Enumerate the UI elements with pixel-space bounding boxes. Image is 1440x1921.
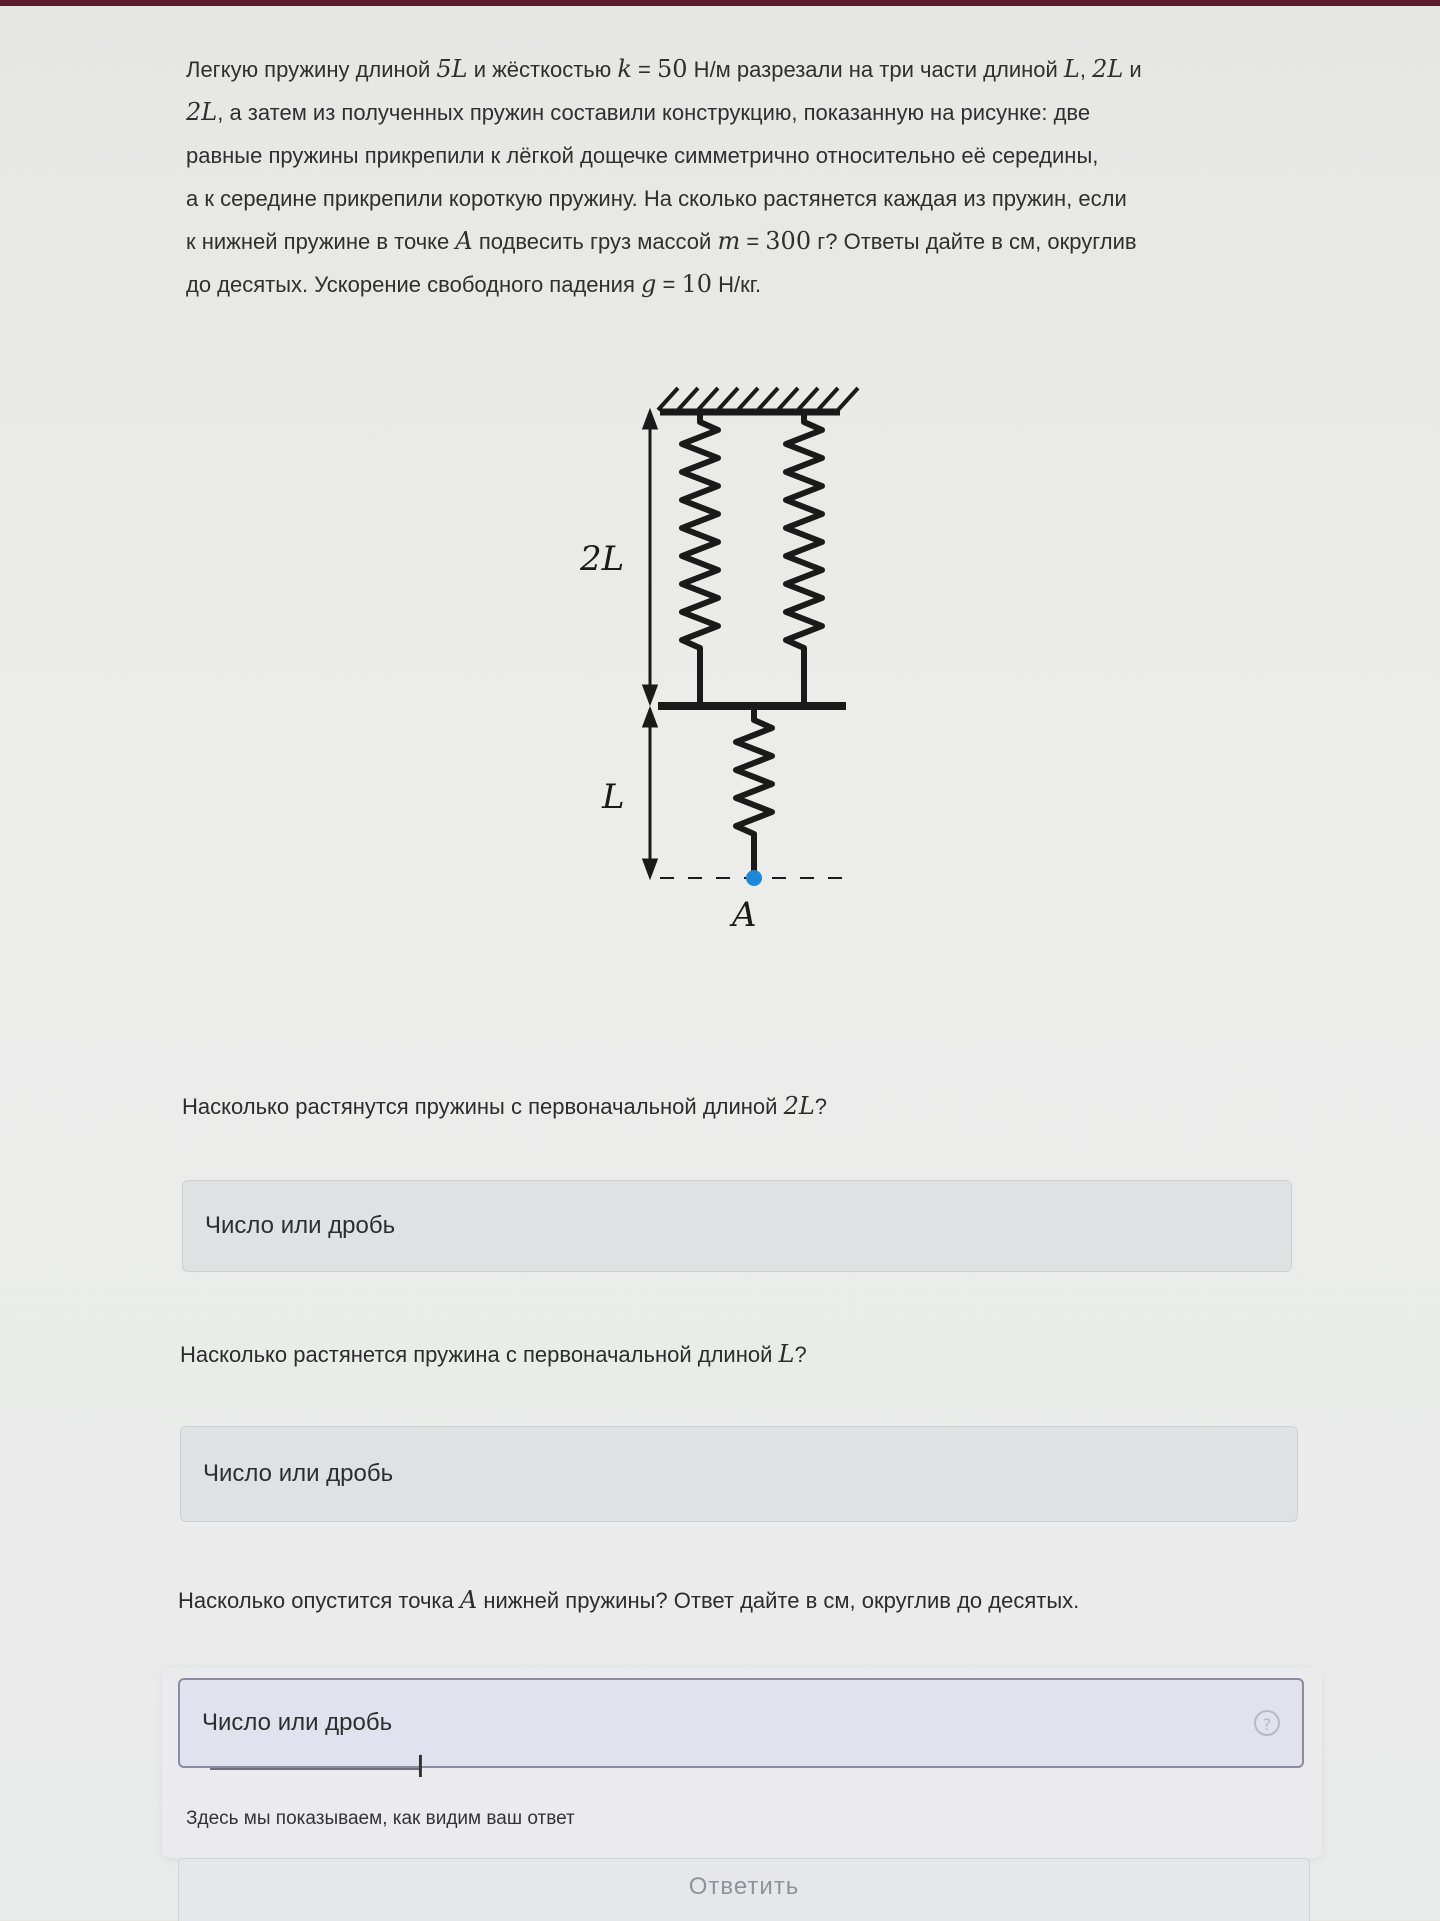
problem-math: 2L xyxy=(186,98,218,126)
problem-text: = xyxy=(631,57,658,82)
problem-text: , а затем из полученных пружин составили конструкцию, показанную на рисунке: две xyxy=(217,100,1091,125)
problem-text: до десятых. Ускорение свободного падения xyxy=(186,272,641,297)
question-2 xyxy=(180,1340,807,1368)
problem-statement xyxy=(186,48,1266,306)
problem-line xyxy=(186,134,1266,177)
question-1-text: Насколько растянутся пружины с первоначальной длиной xyxy=(182,1094,784,1119)
submit-button[interactable] xyxy=(178,1858,1310,1921)
submit-button-label: Ответить xyxy=(688,1873,800,1900)
question-1-end: ? xyxy=(814,1094,828,1119)
problem-number: 10 xyxy=(681,270,712,298)
problem-math: k xyxy=(617,55,632,83)
problem-math: 2L xyxy=(1092,55,1124,83)
text-cursor-icon: I xyxy=(416,1750,425,1785)
spring-left xyxy=(682,412,718,706)
problem-line xyxy=(186,91,1266,134)
label-2L: 2L xyxy=(580,539,625,579)
answer-preview-text: Здесь мы показываем, как видим ваш ответ xyxy=(186,1808,575,1829)
problem-math: g xyxy=(640,270,657,298)
question-2-math: L xyxy=(778,1340,795,1368)
problem-text: Н/м разрезали на три части длиной xyxy=(687,57,1064,82)
problem-line xyxy=(186,220,1266,263)
dimension-2L xyxy=(644,412,656,702)
problem-math: m xyxy=(717,227,741,255)
answer-input-3[interactable] xyxy=(178,1678,1304,1768)
spring-right xyxy=(786,412,822,706)
dimension-L xyxy=(644,710,656,876)
question-circle-icon[interactable]: ? xyxy=(1254,1710,1280,1736)
answer-input-3-placeholder: Число или дробь xyxy=(202,1709,393,1736)
ceiling-hatch xyxy=(658,388,858,410)
problem-text: г? Ответы дайте в см, округлив xyxy=(811,229,1137,254)
problem-math: 5L xyxy=(436,55,468,83)
spring-bottom xyxy=(736,706,772,878)
question-2-end: ? xyxy=(794,1342,807,1367)
question-3 xyxy=(178,1586,1079,1614)
question-3-text: Насколько опустится точка xyxy=(178,1588,460,1613)
label-L: L xyxy=(602,777,625,817)
problem-text: , xyxy=(1079,57,1093,82)
problem-text: равные пружины прикрепили к лёгкой дощечке симметрично относительно её середины, xyxy=(186,143,1099,168)
top-bar xyxy=(0,0,1440,6)
problem-text: а к середине прикрепили короткую пружину. На сколько растянется каждая из пружин, если xyxy=(186,186,1127,211)
question-2-text: Насколько растянется пружина с первоначальной длиной xyxy=(180,1342,779,1367)
problem-math: L xyxy=(1063,55,1080,83)
problem-math: A xyxy=(455,227,473,255)
problem-number: 50 xyxy=(657,55,688,83)
problem-text: и жёсткостью xyxy=(467,57,618,82)
point-a xyxy=(746,870,762,886)
problem-text: к нижней пружине в точке xyxy=(186,229,456,254)
spring-diagram xyxy=(560,360,880,940)
problem-text: = xyxy=(740,229,766,254)
label-A: A xyxy=(732,895,757,935)
problem-text: подвесить груз массой xyxy=(472,229,718,254)
answer-input-2-placeholder: Число или дробь xyxy=(203,1460,394,1487)
problem-number: 300 xyxy=(765,227,812,255)
problem-text: Н/кг. xyxy=(711,272,762,297)
problem-line xyxy=(186,177,1266,220)
answer-input-1[interactable] xyxy=(182,1180,1292,1272)
question-1-math: 2L xyxy=(783,1092,815,1120)
problem-text: = xyxy=(656,272,682,297)
problem-text: и xyxy=(1123,57,1142,82)
question-3-end: нижней пружины? Ответ дайте в см, округлив до десятых. xyxy=(477,1588,1080,1613)
problem-line xyxy=(186,48,1266,91)
problem-line xyxy=(186,263,1266,306)
question-3-math: A xyxy=(459,1586,478,1614)
answer-input-2[interactable] xyxy=(180,1426,1298,1522)
answer-input-1-placeholder: Число или дробь xyxy=(205,1212,396,1239)
input-underline xyxy=(210,1768,420,1770)
problem-text: Легкую пружину длиной xyxy=(186,57,437,82)
question-1 xyxy=(182,1092,827,1120)
